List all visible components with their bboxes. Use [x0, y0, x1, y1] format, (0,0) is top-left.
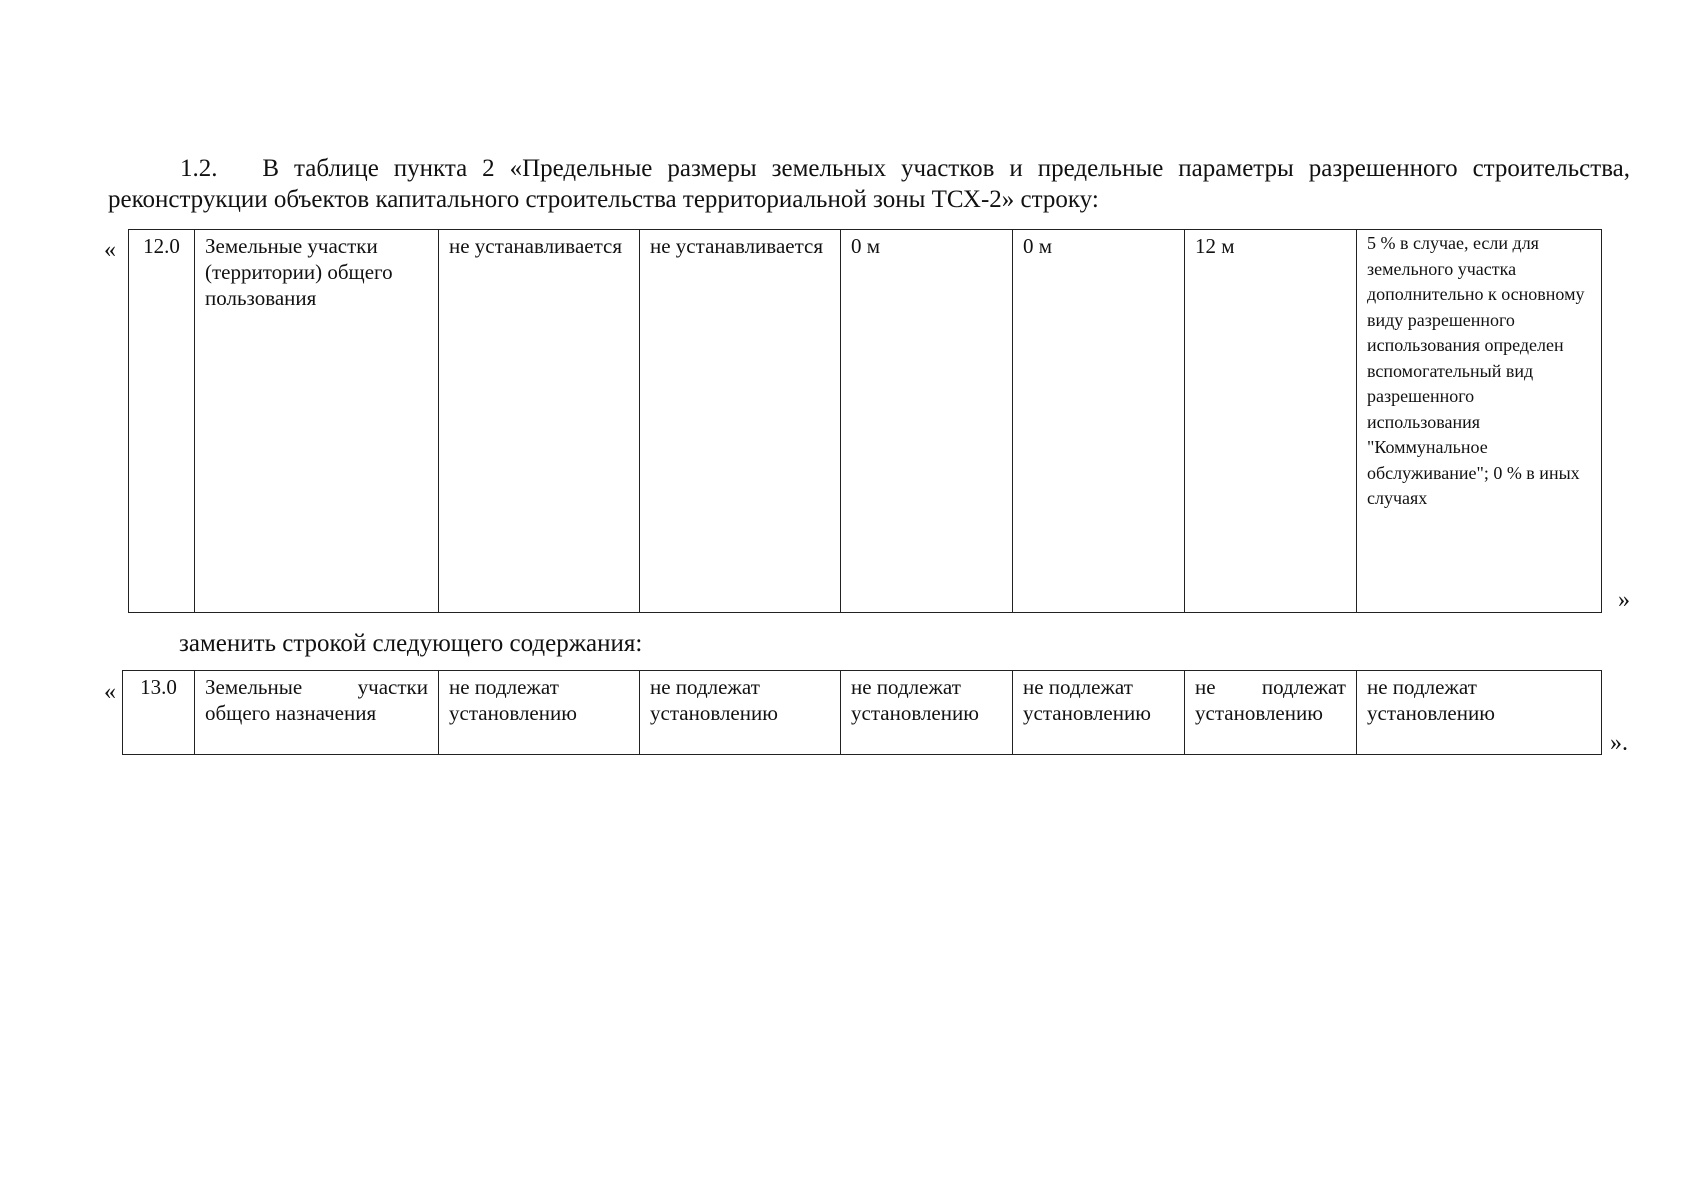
open-quote-old: « [104, 237, 116, 263]
new-row-table [122, 670, 1602, 755]
table-row [123, 671, 1602, 755]
row-height: 12 м [1185, 230, 1357, 613]
row-notes: 5 % в случае, если для земельного участка дополнительно к основному виду разрешенного использования определен вспомогательный вид разрешенного использования "Коммунальное обслуживание"; 0 % в иных случаях [1357, 230, 1602, 613]
old-row-table [128, 229, 1602, 613]
row-c4: не подлежат установлению [640, 671, 841, 755]
row-c3: не подлежат установлению [439, 671, 640, 755]
row-indent-1: 0 м [841, 230, 1013, 613]
row-c7 [1185, 671, 1357, 755]
row-min-area: не устанавливается [439, 230, 640, 613]
table-row [129, 230, 1602, 613]
row-name [195, 671, 439, 755]
intro-text-line2: строительства, реконструкции объектов капитального строительства территориальной зоны ТСХ-2» строку: [108, 155, 1631, 213]
row-c7-line2: установлению [1195, 701, 1323, 725]
close-quote-new: ». [1610, 730, 1628, 756]
row-c8: не подлежат установлению [1357, 671, 1602, 755]
row-max-area: не устанавливается [640, 230, 841, 613]
intro-paragraph [108, 153, 1630, 215]
row-c6: не подлежат установлению [1013, 671, 1185, 755]
intro-text-line1: В таблице пункта 2 «Предельные размеры земельных участков и предельные параметры разрешенного [262, 155, 1458, 182]
row-c7-line1: не подлежат [1195, 675, 1346, 699]
close-quote-old: » [1618, 587, 1630, 613]
row-name-line2: общего назначения [205, 701, 377, 725]
replace-instruction: заменить строкой следующего содержания: [179, 630, 643, 657]
row-indent-2: 0 м [1013, 230, 1185, 613]
intro-number: 1.2. [180, 155, 218, 182]
row-c5: не подлежат установлению [841, 671, 1013, 755]
row-name-line1: Земельные участки [205, 675, 428, 699]
row-code: 13.0 [123, 671, 195, 755]
row-code: 12.0 [129, 230, 195, 613]
row-name: Земельные участки (территории) общего пользования [195, 230, 439, 613]
open-quote-new: « [104, 679, 116, 705]
